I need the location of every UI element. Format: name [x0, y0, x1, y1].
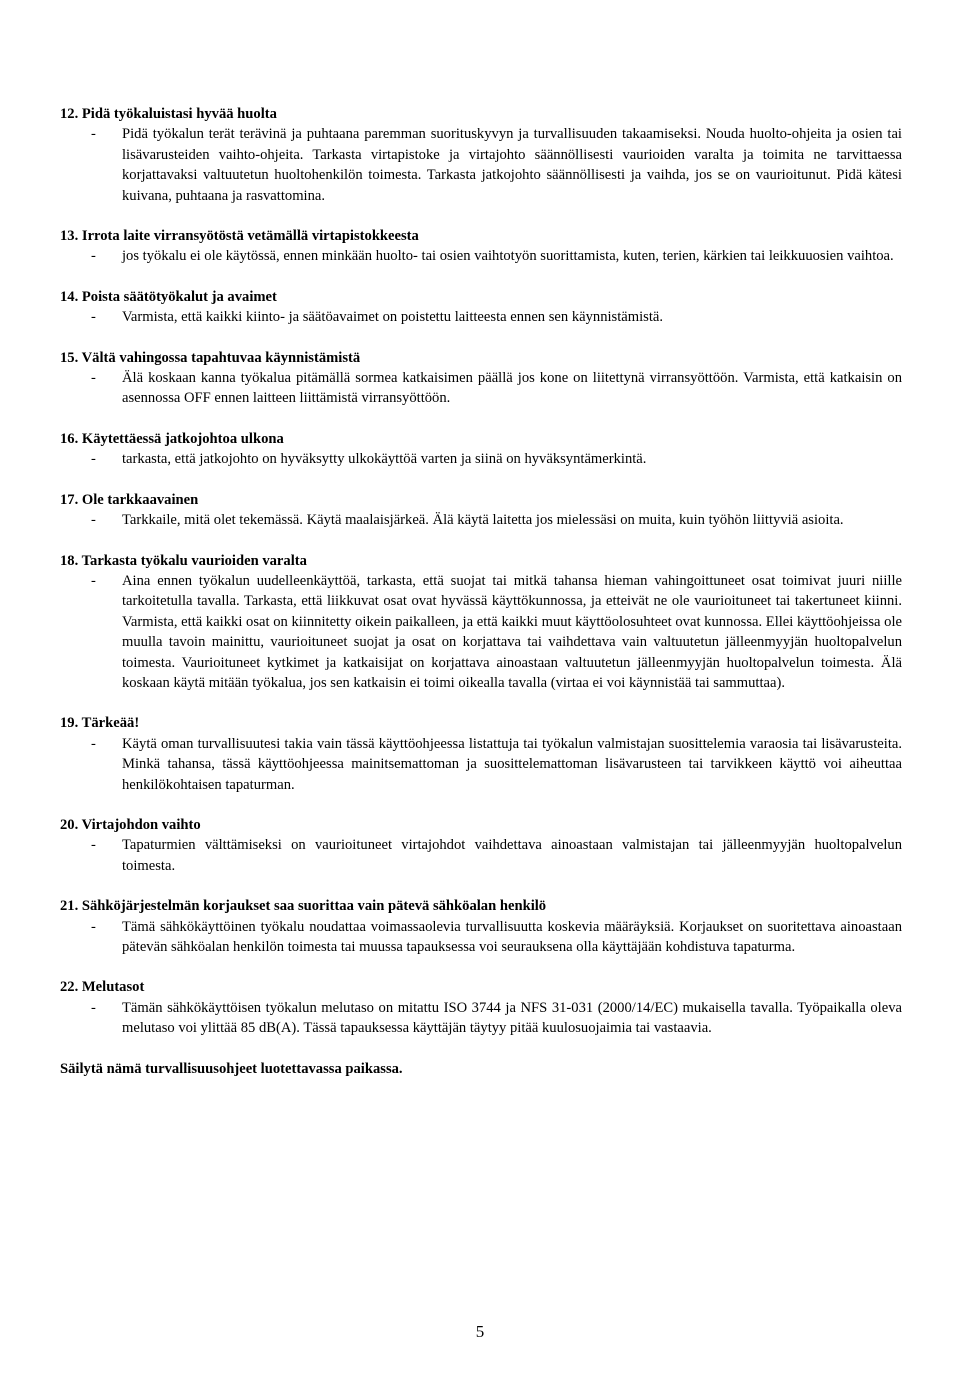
- closing-note: Säilytä nämä turvallisuusohjeet luotettavassa paikassa.: [60, 1060, 403, 1077]
- bullet-dash: -: [91, 999, 96, 1016]
- bullet-text: jos työkalu ei ole käytössä, ennen minkään huolto- tai osien vaihtotyön suorittamista, kuten, terien, kärkien tai leikkuuosien vaihtoa.: [122, 248, 894, 265]
- bullet-item: [60, 246, 902, 266]
- bullet-item: [60, 917, 902, 958]
- bullet-dash: -: [91, 572, 96, 589]
- bullet-dash: -: [91, 918, 96, 935]
- section-heading: 13. Irrota laite virransyötöstä vetämällä virtapistokkeesta: [60, 228, 419, 245]
- bullet-item: [60, 571, 902, 693]
- section-13: [60, 226, 902, 267]
- section-heading: 20. Virtajohdon vaihto: [60, 816, 201, 833]
- bullet-dash: -: [91, 309, 96, 326]
- bullet-item: [60, 368, 902, 409]
- bullet-text: Tämän sähkökäyttöisen työkalun melutaso on mitattu ISO 3744 ja NFS 31-031 (2000/14/EC) mukaisella tavalla. Työpaikalla oleva melutaso voi ylittää 85 dB(A). Tässä tapauksessa käyttäjän täytyy pitää kuulosuojaimia tai vastaavia.: [122, 999, 902, 1037]
- section-15: [60, 348, 902, 409]
- bullet-text: tarkasta, että jatkojohto on hyväksytty ulkokäyttöä varten ja siinä on hyväksyntämerkintä.: [122, 451, 647, 468]
- bullet-item: [60, 835, 902, 876]
- bullet-text: Älä koskaan kanna työkalua pitämällä sormea katkaisimen päällä jos kone on liitettynä virransyöttöön. Varmista, että katkaisin on asennossa OFF ennen laitteen liittämistä virransyöttöön.: [122, 370, 902, 407]
- section-14: [60, 287, 902, 328]
- section-20: [60, 815, 902, 876]
- section-22: [60, 977, 902, 1038]
- section-heading: 16. Käytettäessä jatkojohtoa ulkona: [60, 430, 284, 447]
- bullet-item: [60, 510, 902, 530]
- section-heading: 18. Tarkasta työkalu vaurioiden varalta: [60, 552, 307, 569]
- bullet-text: Tapaturmien välttämiseksi on vaurioituneet virtajohdot vaihdettava ainoastaan valmistajan tai jälleenmyyjän huoltopalvelun toimesta.: [122, 837, 902, 874]
- section-heading: 12. Pidä työkaluistasi hyvää huolta: [60, 106, 277, 122]
- bullet-text: Tarkkaile, mitä olet tekemässä. Käytä maalaisjärkeä. Älä käytä laitetta jos mielessäsi on muita, kuin työhön liittyviä asioita.: [122, 512, 844, 529]
- bullet-text: Käytä oman turvallisuutesi takia vain tässä käyttöohjeessa listattuja tai työkalun valmistajan suosittelemia varaosia tai lisävarusteita. Minkä tahansa, tässä käyttöohjeessa mainitsemattoman ja suosittelemattoman lisävarusteen tai tarvikkeen käyttö voi aiheuttaa henkilökohtaisen tapaturman.: [122, 735, 902, 793]
- section-heading: 19. Tärkeää!: [60, 715, 140, 732]
- section-19: [60, 713, 902, 795]
- bullet-item: [60, 998, 902, 1039]
- page-number: 5: [475, 1322, 485, 1341]
- section-21: [60, 896, 902, 957]
- section-heading: 14. Poista säätötyökalut ja avaimet: [60, 288, 277, 305]
- bullet-dash: -: [91, 512, 96, 529]
- bullet-text: Pidä työkalun terät terävinä ja puhtaana paremman suorituskyvyn ja turvallisuuden takaamiseksi. Nouda huolto-ohjeita ja osien tai lisävarusteiden vaihto-ohjeita. Tarkasta virtapistoke ja virtajohto säännöllisesti vaurioiden varalta ja toimita ne tarvittaessa korjattavaksi valtuutetun huoltohenkilön toimesta. Tarkasta jatkojohto säännöllisesti ja vaihda, jos se on vaurioitunut. Pidä kätesi kuivana, puhtaana ja rasvattomina.: [122, 126, 902, 204]
- section-heading: 17. Ole tarkkaavainen: [60, 491, 199, 508]
- bullet-dash: -: [91, 248, 96, 265]
- document-body: [60, 104, 902, 1079]
- bullet-dash: -: [91, 735, 96, 752]
- bullet-text: Aina ennen työkalun uudelleenkäyttöä, tarkasta, että suojat tai mitkä tahansa hieman vahingoittuneet osat toimivat juuri niille tarkoitetulla tavalla. Tarkasta, että liikkuvat osat ovat hyvässä käyttökunnossa, ja etteivät ne ole vaurioituneet tai takertuneet kiinni. Varmista, että kaikki osat on kiinnitetty oikein paikalleen, ja että kaikki muut käyttöolosuhteet ovat kunnossa. Ellei käyttöohjeissa ole muulla tavoin mainittu, vaurioituneet suojat ja osat on korjattava tai vaihdettava vain valtuutetun jälleenmyyjän huoltopalvelun toimesta. Vaurioituneet kytkimet ja katkaisijat on korjattava ainoastaan valtuutetun jälleenmyyjän huoltopalvelun toimesta. Älä koskaan käytä mitään työkalua, jos sen katkaisin ei toimi oikealla tavalla (virtaa ei voi käynnistää tai sammuttaa).: [122, 572, 902, 691]
- section-heading: 22. Melutasot: [60, 979, 145, 996]
- bullet-item: [60, 449, 902, 469]
- section-18: [60, 551, 902, 694]
- bullet-dash: -: [91, 451, 96, 468]
- section-16: [60, 429, 902, 470]
- bullet-item: [60, 734, 902, 795]
- section-12: [60, 104, 902, 206]
- bullet-dash: -: [91, 126, 96, 143]
- bullet-dash: -: [91, 837, 96, 854]
- bullet-text: Varmista, että kaikki kiinto- ja säätöavaimet on poistettu laitteesta ennen sen käynnistämistä.: [122, 309, 664, 326]
- bullet-item: [60, 124, 902, 206]
- bullet-text: Tämä sähkökäyttöinen työkalu noudattaa voimassaolevia turvallisuutta koskevia määräyksiä. Korjaukset on suoritettava ainoastaan pätevän sähköalan henkilön toimesta tai muussa tapauksessa voi seurauksena olla käyttäjään kohdistuva tapaturma.: [122, 918, 902, 955]
- section-heading: 15. Vältä vahingossa tapahtuvaa käynnistämistä: [60, 349, 361, 366]
- bullet-item: [60, 307, 902, 327]
- section-17: [60, 490, 902, 531]
- section-heading: 21. Sähköjärjestelmän korjaukset saa suorittaa vain pätevä sähköalan henkilö: [60, 898, 547, 915]
- bullet-dash: -: [91, 370, 96, 387]
